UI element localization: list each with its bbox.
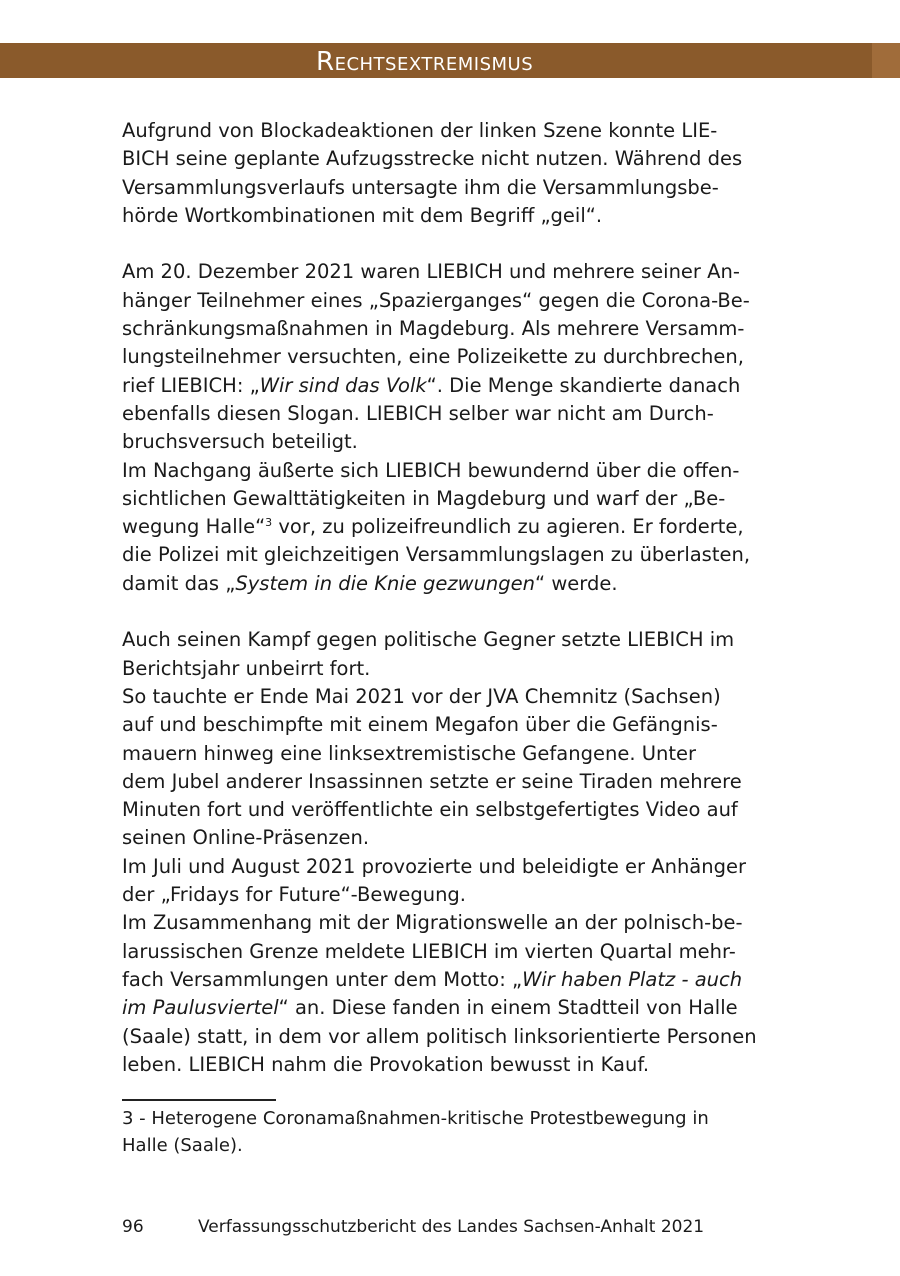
text-run: fach Versammlungen unter dem Motto: „ — [122, 967, 523, 991]
paragraph-chemnitz — [122, 683, 782, 853]
quote-italic: System in die Knie gezwungen — [235, 571, 536, 595]
text-line: Am 20. Dezember 2021 waren LIEBICH und mehrere seiner An- — [122, 260, 740, 284]
footnote-divider — [122, 1099, 276, 1101]
text-run: “ an. Diese fanden in einem Stadtteil von Halle — [278, 996, 738, 1020]
text-line: mauern hinweg eine linksextremistische Gefangene. Unter — [122, 741, 697, 765]
text-line: sichtlichen Gewalttätigkeiten in Magdeburg und warf der „Be- — [122, 486, 726, 510]
text-line — [122, 994, 782, 1022]
text-line: seinen Online-Präsenzen. — [122, 826, 370, 850]
text-line: Im Juli und August 2021 provozierte und beleidigte er Anhänger — [122, 854, 747, 878]
paragraph-migration — [122, 909, 782, 1079]
paragraph-kampf — [122, 626, 782, 683]
text-line: dem Jubel anderer Insassinnen setzte er seine Tiraden mehrere — [122, 769, 742, 793]
text-line: ebenfalls diesen Slogan. LIEBICH selber war nicht am Durch- — [122, 401, 714, 425]
footnote — [122, 1105, 782, 1159]
text-line: Versammlungsverlaufs untersagte ihm die Versammlungsbe- — [122, 175, 719, 199]
text-run: vor, zu polizeifreundlich zu agieren. Er forderte, — [272, 515, 744, 539]
text-line: leben. LIEBICH nahm die Provokation bewusst in Kauf. — [122, 1052, 650, 1076]
text-line: lungsteilnehmer versuchten, eine Polizeikette zu durchbrechen, — [122, 345, 744, 369]
text-line: BICH seine geplante Aufzugsstrecke nicht nutzen. Während des — [122, 147, 743, 171]
text-line: schränkungsmaßnahmen in Magdeburg. Als mehrere Versamm- — [122, 317, 745, 341]
page-number: 96 — [122, 1217, 144, 1237]
text-line — [122, 513, 782, 541]
text-line: Minuten fort und veröffentlichte ein selbstgefertigtes Video auf — [122, 798, 738, 822]
paragraph-gap — [122, 598, 782, 626]
text-line: Im Nachgang äußerte sich LIEBICH bewundernd über die offen- — [122, 458, 740, 482]
text-run: damit das „ — [122, 571, 236, 595]
text-line: Aufgrund von Blockadeaktionen der linken Szene konnte LIE- — [122, 119, 718, 142]
paragraph-blockade — [122, 117, 782, 230]
text-line: (Saale) statt, in dem vor allem politisch linksorientierte Personen — [122, 1024, 757, 1048]
text-line: Im Zusammenhang mit der Migrationswelle an der polnisch-be- — [122, 911, 743, 935]
footnote-line: Halle (Saale). — [122, 1135, 243, 1156]
text-line: bruchsversuch beteiligt. — [122, 430, 358, 454]
quote-italic: im Paulusviertel — [122, 996, 279, 1020]
footer-publication-title: Verfassungsschutzbericht des Landes Sachsen-Anhalt 2021 — [198, 1217, 705, 1237]
footnote-ref[interactable]: 3 — [265, 516, 273, 530]
text-line: larussischen Grenze meldete LIEBICH im vierten Quartal mehr- — [122, 939, 736, 963]
text-line — [122, 966, 782, 994]
text-line: die Polizei mit gleichzeitigen Versammlungslagen zu überlasten, — [122, 543, 751, 567]
text-line: Auch seinen Kampf gegen politische Gegner setzte LIEBICH im — [122, 628, 735, 652]
text-run: “. Die Menge skandierte danach — [426, 373, 741, 397]
footnote-line: 3 - Heterogene Coronamaßnahmen-kritische Protestbewegung in — [122, 1108, 709, 1129]
section-title: Rechtsextremismus — [316, 47, 534, 77]
paragraph-magdeburg — [122, 258, 782, 456]
header-band-accent — [872, 43, 900, 78]
text-run: “ werde. — [535, 571, 618, 595]
text-run: rief LIEBICH: „ — [122, 373, 260, 397]
paragraph-fridays — [122, 853, 782, 910]
text-line: der „Fridays for Future“-Bewegung. — [122, 883, 467, 907]
text-line — [122, 570, 782, 598]
text-line: hänger Teilnehmer eines „Spazierganges“ gegen die Corona-Be- — [122, 288, 750, 312]
text-line: So tauchte er Ende Mai 2021 vor der JVA Chemnitz (Sachsen) — [122, 684, 721, 708]
text-run: wegung Halle“ — [122, 515, 266, 539]
text-line — [122, 372, 782, 400]
text-line: Berichtsjahr unbeirrt fort. — [122, 656, 371, 680]
paragraph-gap — [122, 230, 782, 258]
text-line: auf und beschimpfte mit einem Megafon über die Gefängnis- — [122, 713, 718, 737]
text-line: hörde Wortkombinationen mit dem Begriff „geil“. — [122, 203, 603, 227]
paragraph-nachgang — [122, 457, 782, 598]
body-text — [122, 117, 782, 1079]
quote-italic: Wir haben Platz - auch — [522, 967, 743, 991]
quote-italic: Wir sind das Volk — [259, 373, 427, 397]
